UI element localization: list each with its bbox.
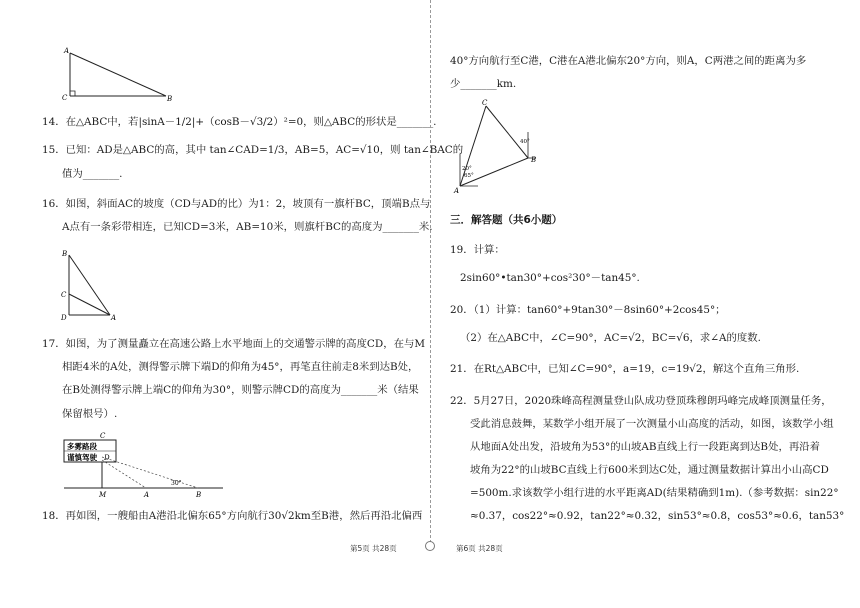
label-c: C (62, 94, 68, 102)
label-a: A (111, 314, 117, 322)
angle-30: 30° (171, 480, 182, 487)
question-17-line3: 在B处测得警示牌上端C的仰角为30°，则警示牌CD的高度为_______米（结果 (62, 384, 419, 396)
question-20-part2: （2）在△ABC中，∠C=90°，AC=√2，BC=√6，求∠A的度数. (460, 332, 761, 344)
sign-text-1: 多雾路段 (67, 442, 97, 451)
section-heading: 三．解答题（共6小题） (450, 214, 563, 226)
label-b: B (531, 156, 537, 164)
label-a: A (64, 47, 70, 55)
question-18-line1: 18．再如图，一艘船由A港沿北偏东65°方向航行30√2km至B港，然后再沿北偏西 (42, 510, 423, 522)
label-b: B (196, 491, 202, 499)
label-b: B (62, 250, 68, 258)
question-15-line1: 15．已知：AD是△ABC的高，其中 tan∠CAD=1/3，AB=5，AC=√10，则 tan∠BAC的 (42, 144, 464, 156)
figure-road-sign (58, 430, 228, 500)
figure-right-triangle-abc (56, 44, 186, 104)
question-17-line2: 相距4米的A处，测得警示牌下端D的仰角为45°，再笔直往前走8米到达B处， (62, 361, 419, 373)
label-d: D (61, 314, 67, 322)
angle-20: 20° (462, 166, 472, 172)
label-a: A (454, 187, 460, 195)
question-15-line2: 值为_______. (62, 168, 123, 180)
sign-text-2: 谨慎驾驶 (67, 453, 97, 462)
question-18-line3: 少_______km. (450, 78, 517, 90)
angle-40: 40° (520, 139, 530, 145)
question-16-line2: A点有一条彩带相连，已知CD=3米，AB=10米，则旗杆BC的高度为_______米. (62, 221, 433, 233)
question-16-line1: 16．如图，斜面AC的坡度（CD与AD的比）为1：2，坡顶有一旗杆BC，顶端B点与 (42, 198, 431, 210)
label-b: B (167, 95, 173, 103)
question-20-part1: 20．（1）计算：tan60°+9tan30°－8sin60°+2cos45°； (450, 304, 726, 316)
question-21: 21．在Rt△ABC中，已知∠C=90°，a=19，c=19√2，解这个直角三角形. (450, 363, 800, 375)
question-14: 14．在△ABC中，若|sinA－1/2|+（cosB－√3/2）²=0，则△ABC的形状是_______. (42, 116, 437, 128)
page-footer-right: 第6页 共28页 (456, 544, 503, 553)
figure-harbor-bearing (448, 96, 548, 196)
binding-hole (425, 541, 435, 551)
label-d: D (104, 454, 110, 462)
question-17-line1: 17．如图，为了测量矗立在高速公路上水平地面上的交通警示牌的高度CD，在与M (42, 338, 426, 350)
page-footer-left: 第5页 共28页 (350, 544, 397, 553)
angle-65: 65° (464, 173, 474, 179)
question-22-line1: 22．5月27日，2020珠峰高程测量登山队成功登顶珠穆朗玛峰完成峰顶测量任务， (450, 395, 832, 407)
page-divider (430, 0, 431, 548)
question-22-line3: 从地面A处出发，沿坡角为53°的山坡AB直线上行一段距离到达B处，再沿着 (470, 441, 821, 453)
question-22-line4: 坡角为22°的山坡BC直线上行600米到达C处，通过测量数据计算出小山高CD (470, 464, 829, 476)
left-page (28, 0, 464, 608)
question-22-line5: =500m.求该数学小组行进的水平距离AD(结果精确到1m).（参考数据：sin22° (470, 487, 839, 499)
question-18-line2: 40°方向航行至C港，C港在A港北偏东20°方向，则A，C两港之间的距离为多 (450, 55, 807, 67)
question-17-line4: 保留根号）. (62, 408, 118, 420)
question-19-expression: 2sin60°•tan30°+cos²30°－tan45°. (460, 272, 640, 284)
label-c: C (482, 99, 488, 107)
figure-slope-flagpole (58, 247, 128, 327)
label-c: C (61, 291, 67, 299)
right-page (440, 0, 845, 608)
label-a: A (144, 491, 150, 499)
question-22-line6: ≈0.37，cos22°≈0.92，tan22°≈0.32，sin53°≈0.8，cos53°≈0.6，tan53° (470, 510, 845, 522)
label-c: C (100, 432, 106, 440)
question-19: 19．计算： (450, 244, 505, 256)
question-22-line2: 受此消息鼓舞，某数学小组开展了一次测量小山高度的活动，如图，该数学小组 (470, 418, 834, 430)
label-m: M (99, 491, 107, 499)
